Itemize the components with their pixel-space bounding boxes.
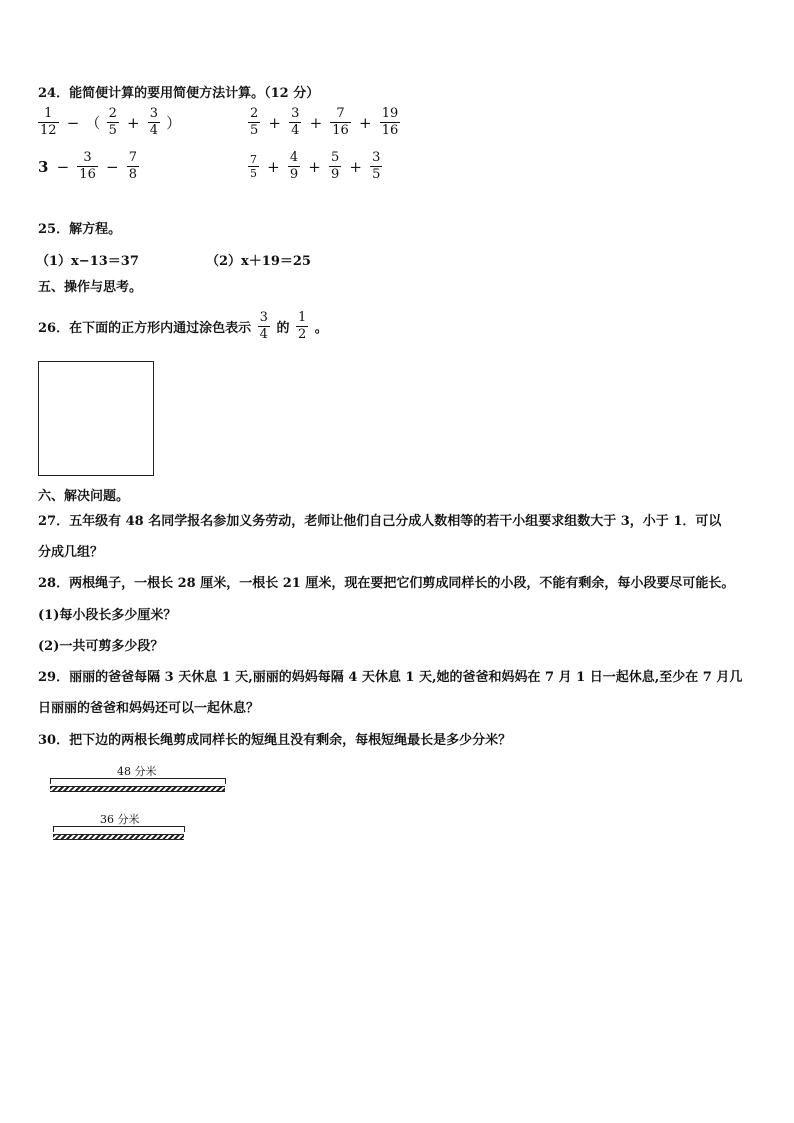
fraction	[77, 150, 98, 183]
denominator: 2	[297, 327, 307, 342]
numerator: 3	[77, 150, 98, 167]
denominator: 5	[250, 167, 257, 180]
denominator: 5	[250, 123, 259, 138]
numerator: 3	[291, 106, 300, 121]
right-paren: ）	[166, 114, 182, 132]
denominator: 5	[372, 167, 381, 182]
fraction	[258, 310, 270, 343]
numerator: 7	[330, 106, 351, 123]
fraction	[107, 106, 119, 139]
denominator: 9	[331, 167, 340, 182]
denominator: 12	[40, 123, 57, 138]
q28-line-1: 28．两根绳子，一根长 28 厘米，一根长 21 厘米，现在要把它们剪成同样长的小段，不能有剩余，每小段要尽可能长。	[38, 576, 735, 591]
fraction	[296, 310, 308, 343]
fraction	[370, 150, 382, 183]
q24-expr-3	[36, 150, 141, 183]
fraction	[127, 150, 139, 183]
coloring-square[interactable]	[38, 361, 154, 476]
plus-sign: +	[309, 113, 323, 132]
q25-equation-1: （1）x−13＝37	[36, 254, 139, 269]
q25-title: 25．解方程。	[38, 222, 122, 237]
fraction	[289, 106, 301, 139]
denominator: 16	[79, 167, 96, 182]
rope-1	[50, 786, 225, 792]
numerator: 1	[297, 310, 307, 325]
denominator: 4	[291, 123, 300, 138]
q26-text-pre: 26．在下面的正方形内通过涂色表示	[38, 321, 252, 336]
denominator: 8	[128, 167, 137, 182]
numerator: 19	[381, 106, 399, 121]
denominator: 16	[381, 123, 399, 138]
fraction	[248, 153, 259, 180]
minus-sign: −	[56, 157, 70, 176]
q24-expr-4	[246, 150, 384, 183]
lead-number: 3	[38, 157, 49, 176]
rope-1-label: 48 分米	[117, 765, 157, 778]
denominator: 9	[289, 167, 299, 182]
q24-expr-1	[36, 106, 181, 139]
rope-2-label: 36 分米	[100, 813, 140, 826]
plus-sign: +	[349, 157, 362, 176]
fraction	[288, 150, 300, 183]
fraction	[148, 106, 160, 139]
section-5-heading: 五、操作与思考。	[38, 280, 143, 295]
numerator: 3	[259, 310, 268, 325]
minus-sign: −	[66, 113, 80, 132]
fraction	[330, 106, 351, 139]
q29-line-2: 日丽丽的爸爸和妈妈还可以一起休息？	[38, 701, 260, 716]
q28-sub-1: (1)每小段长多少厘米？	[38, 608, 177, 623]
minus-sign: −	[105, 157, 119, 176]
denominator: 4	[259, 327, 268, 342]
rope-1-bracket	[50, 778, 226, 784]
fraction	[248, 106, 260, 139]
numerator: 4	[289, 150, 299, 165]
numerator: 5	[331, 150, 340, 165]
left-paren: （	[85, 114, 101, 132]
rope-2	[53, 834, 184, 840]
rope-2-bracket	[53, 826, 185, 832]
numerator: 3	[149, 106, 158, 121]
q25-equation-2: （2）x＋19＝25	[206, 254, 311, 269]
denominator: 4	[149, 123, 158, 138]
numerator: 2	[250, 106, 259, 121]
fraction	[329, 150, 341, 183]
plus-sign: +	[268, 113, 281, 132]
q24-title: 24．能简便计算的要用简便方法计算。（12 分）	[38, 86, 320, 101]
q27-line-2: 分成几组？	[38, 545, 104, 560]
denominator: 16	[332, 123, 349, 138]
fraction	[380, 106, 401, 139]
denominator: 5	[108, 123, 117, 138]
section-6-heading: 六、解决问题。	[38, 489, 130, 504]
plus-sign: +	[308, 157, 321, 176]
numerator: 2	[108, 106, 117, 121]
plus-sign: +	[358, 113, 372, 132]
fraction	[38, 106, 59, 139]
q26-prompt	[38, 310, 328, 343]
q28-sub-2: (2)一共可剪多少段？	[38, 639, 164, 654]
q29-line-1: 29．丽丽的爸爸每隔 3 天休息 1 天,丽丽的妈妈每隔 4 天休息 1 天,她的爸爸和妈妈在 7 月 1 日一起休息,至少在 7 月几	[38, 670, 743, 685]
numerator: 7	[128, 150, 137, 165]
q27-line-1: 27．五年级有 48 名同学报名参加义务劳动，老师让他们自己分成人数相等的若干小组要求组数大于 3，小于 1．可以	[38, 514, 722, 529]
q26-text-post: 。	[314, 321, 328, 336]
numerator: 1	[38, 106, 59, 123]
numerator: 7	[250, 153, 257, 166]
q26-text-mid: 的	[276, 321, 290, 336]
q24-expr-2	[246, 106, 402, 139]
numerator: 3	[372, 150, 381, 165]
plus-sign: +	[267, 157, 280, 176]
q30-title: 30．把下边的两根长绳剪成同样长的短绳且没有剩余，每根短绳最长是多少分米？	[38, 733, 512, 748]
plus-sign: +	[126, 113, 140, 132]
